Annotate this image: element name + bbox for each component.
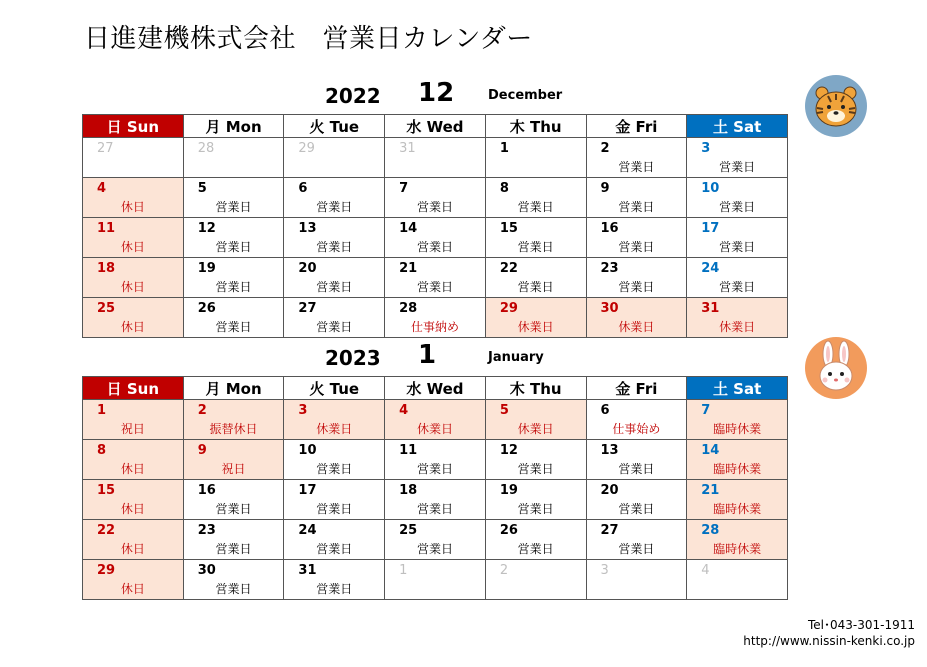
calendar-day-cell [687,480,788,520]
calendar-day-cell [284,520,385,560]
day-number: 15 [97,483,116,498]
calendar-week-row [83,400,788,440]
calendar-day-cell [586,218,687,258]
day-status-label: 休日 [120,320,145,334]
calendar-day-cell [83,440,184,480]
calendar-year: 2023 [325,346,381,370]
calendar-day-cell [385,178,486,218]
day-status-label: 営業日 [416,502,453,516]
calendar-header-january [0,340,927,372]
calendar-day-cell [485,400,586,440]
calendar-day-cell [687,520,788,560]
calendar-day-cell [183,178,284,218]
day-number: 25 [399,523,418,538]
calendar-day-cell [687,298,788,338]
day-status-label: 休日 [120,200,145,214]
day-number: 17 [298,483,317,498]
calendar-week-row [83,298,788,338]
day-number: 14 [701,443,720,458]
calendar-table-january [82,376,788,600]
day-number: 11 [97,221,116,236]
weekday-header: 木 Thu [485,115,586,138]
calendar-month-name: December [488,88,563,103]
weekday-header: 日 Sun [83,115,184,138]
page-title: 日進建機株式会社 営業日カレンダー [84,24,533,54]
day-status-label: 営業日 [416,280,453,294]
day-status-label: 休日 [120,240,145,254]
weekday-header: 火 Tue [284,377,385,400]
day-number: 20 [298,261,317,276]
weekday-header: 金 Fri [586,115,687,138]
day-number: 2 [499,563,509,578]
day-status-label: 営業日 [618,200,655,214]
day-number: 31 [298,563,317,578]
day-number: 27 [97,141,114,156]
calendar-day-cell [687,400,788,440]
day-number: 13 [600,443,619,458]
calendar-day-cell [83,258,184,298]
calendar-day-cell [284,298,385,338]
calendar-day-cell [284,400,385,440]
day-number: 5 [499,403,509,418]
day-status-label: 営業日 [517,280,554,294]
day-status-label: 営業日 [215,320,252,334]
day-number: 27 [298,301,317,316]
day-number: 28 [197,141,215,156]
calendar-week-row [83,440,788,480]
weekday-header: 土 Sat [687,115,788,138]
calendar-day-cell [183,560,284,600]
day-number: 6 [298,181,308,196]
day-status-label: 休業日 [316,422,353,436]
calendar-day-cell [586,520,687,560]
calendar-month-number: 12 [418,78,455,108]
day-status-label: 休業日 [517,320,554,334]
day-number: 19 [197,261,216,276]
day-number: 3 [298,403,308,418]
day-number: 28 [399,301,418,316]
day-status-label: 休日 [120,502,145,516]
weekday-header: 火 Tue [284,115,385,138]
calendar-day-cell [687,440,788,480]
day-number: 4 [97,181,107,196]
day-number: 21 [701,483,720,498]
day-number: 26 [197,301,216,316]
day-status-label: 振替休日 [209,422,258,436]
day-status-label: 営業日 [618,280,655,294]
day-status-label: 祝日 [221,462,246,476]
day-status-label: 営業日 [517,542,554,556]
day-status-label: 営業日 [215,280,252,294]
day-status-label: 仕事納め [410,320,459,334]
calendar-day-cell [385,560,486,600]
calendar-table-december [82,114,788,338]
calendar-day-cell [687,178,788,218]
day-number: 24 [298,523,317,538]
day-number: 3 [600,563,609,578]
calendar-day-cell [183,218,284,258]
calendar-week-row [83,560,788,600]
calendar-day-cell [586,138,687,178]
day-status-label: 臨時休業 [713,422,762,436]
day-status-label: 営業日 [316,502,353,516]
day-status-label: 営業日 [215,502,252,516]
day-number: 23 [197,523,216,538]
day-status-label: 休業日 [618,320,655,334]
day-status-label: 営業日 [719,280,756,294]
day-number: 7 [399,181,409,196]
day-number: 21 [399,261,418,276]
day-status-label: 営業日 [517,200,554,214]
weekday-header: 水 Wed [385,115,486,138]
calendar-week-row [83,480,788,520]
day-number: 4 [399,403,409,418]
day-status-label: 祝日 [120,422,145,436]
day-number: 16 [600,221,619,236]
calendar-day-cell [586,560,687,600]
calendar-day-cell [485,138,586,178]
day-status-label: 休業日 [719,320,756,334]
day-number: 19 [499,483,518,498]
day-number: 28 [701,523,720,538]
day-number: 10 [701,181,720,196]
calendar-day-cell [485,560,586,600]
website-url[interactable]: http://www.nissin-kenki.co.jp [743,634,915,648]
calendar-day-cell [284,440,385,480]
weekday-header: 木 Thu [485,377,586,400]
day-status-label: 仕事始め [612,422,661,436]
rabbit-icon [804,336,868,400]
day-number: 15 [499,221,518,236]
day-status-label: 営業日 [215,240,252,254]
calendar-day-cell [385,440,486,480]
calendar-day-cell [687,560,788,600]
day-number: 22 [499,261,518,276]
calendar-month-number: 1 [418,340,437,370]
calendar-day-cell [284,138,385,178]
day-number: 12 [197,221,216,236]
weekday-header: 金 Fri [586,377,687,400]
day-number: 30 [197,563,216,578]
weekday-header: 土 Sat [687,377,788,400]
calendar-day-cell [83,218,184,258]
day-number: 29 [499,301,518,316]
day-number: 31 [399,141,416,156]
calendar-body [83,400,788,600]
calendar-day-cell [284,218,385,258]
calendar-day-cell [485,440,586,480]
calendar-day-cell [586,440,687,480]
day-status-label: 営業日 [719,160,756,174]
calendar-day-cell [183,440,284,480]
day-status-label: 臨時休業 [713,502,762,516]
day-status-label: 営業日 [618,240,655,254]
day-status-label: 営業日 [618,502,655,516]
calendar-day-cell [485,218,586,258]
day-status-label: 営業日 [517,240,554,254]
day-status-label: 営業日 [719,240,756,254]
day-status-label: 営業日 [416,240,453,254]
calendar-day-cell [83,520,184,560]
day-number: 8 [499,181,509,196]
day-status-label: 休日 [120,462,145,476]
calendar-header-december [0,78,927,110]
day-number: 4 [701,563,710,578]
day-number: 9 [600,181,610,196]
day-number: 10 [298,443,317,458]
calendar-day-cell [687,258,788,298]
calendar-week-row [83,178,788,218]
day-status-label: 営業日 [215,542,252,556]
day-number: 17 [701,221,720,236]
weekday-header: 月 Mon [183,115,284,138]
calendar-day-cell [385,520,486,560]
calendar-day-cell [385,480,486,520]
calendar-day-cell [586,298,687,338]
calendar-day-cell [687,218,788,258]
day-number: 23 [600,261,619,276]
calendar-day-cell [586,258,687,298]
calendar-week-row [83,520,788,560]
day-status-label: 営業日 [618,462,655,476]
calendar-day-cell [183,480,284,520]
day-number: 2 [600,141,610,156]
day-number: 18 [97,261,116,276]
day-status-label: 営業日 [416,200,453,214]
calendar-week-row [83,138,788,178]
weekday-header-row [83,115,788,138]
calendar-day-cell [385,298,486,338]
calendar-day-cell [485,258,586,298]
day-number: 14 [399,221,418,236]
calendar-day-cell [687,138,788,178]
weekday-header: 水 Wed [385,377,486,400]
calendar-day-cell [183,298,284,338]
day-status-label: 臨時休業 [713,462,762,476]
day-number: 1 [97,403,107,418]
day-number: 1 [399,563,408,578]
calendar-day-cell [385,258,486,298]
calendar-day-cell [284,480,385,520]
calendar-day-cell [586,480,687,520]
calendar-day-cell [485,520,586,560]
calendar-day-cell [385,400,486,440]
day-status-label: 営業日 [618,160,655,174]
day-status-label: 営業日 [517,462,554,476]
day-status-label: 営業日 [316,462,353,476]
day-status-label: 営業日 [316,582,353,596]
calendar-week-row [83,258,788,298]
day-number: 29 [97,563,116,578]
day-number: 12 [499,443,518,458]
calendar-body [83,138,788,338]
calendar-day-cell [385,138,486,178]
calendar-day-cell [83,480,184,520]
day-number: 22 [97,523,116,538]
calendar-day-cell [586,400,687,440]
calendar-day-cell [284,178,385,218]
day-status-label: 営業日 [719,200,756,214]
day-number: 7 [701,403,711,418]
day-status-label: 営業日 [416,542,453,556]
calendar-day-cell [183,258,284,298]
calendar-day-cell [586,178,687,218]
calendar-day-cell [83,178,184,218]
day-status-label: 営業日 [316,200,353,214]
day-status-label: 臨時休業 [713,542,762,556]
calendar-day-cell [485,178,586,218]
calendar-day-cell [83,560,184,600]
calendar-day-cell [183,520,284,560]
day-status-label: 営業日 [316,280,353,294]
day-number: 27 [600,523,619,538]
day-number: 24 [701,261,720,276]
day-status-label: 休業日 [416,422,453,436]
calendar-day-cell [83,138,184,178]
day-status-label: 休日 [120,280,145,294]
day-number: 9 [197,443,207,458]
day-number: 2 [197,403,207,418]
day-status-label: 営業日 [416,462,453,476]
day-number: 8 [97,443,107,458]
day-status-label: 休日 [120,542,145,556]
day-number: 18 [399,483,418,498]
day-number: 16 [197,483,216,498]
calendar-day-cell [183,138,284,178]
day-number: 11 [399,443,418,458]
weekday-header-row [83,377,788,400]
day-status-label: 営業日 [316,320,353,334]
day-number: 3 [701,141,711,156]
day-status-label: 営業日 [618,542,655,556]
calendar-year: 2022 [325,84,381,108]
day-status-label: 営業日 [517,502,554,516]
day-number: 29 [298,141,315,156]
day-number: 5 [197,181,207,196]
day-number: 25 [97,301,116,316]
calendar-week-row [83,218,788,258]
calendar-day-cell [284,560,385,600]
day-status-label: 営業日 [316,542,353,556]
day-number: 13 [298,221,317,236]
day-number: 26 [499,523,518,538]
day-number: 6 [600,403,610,418]
tiger-icon [804,74,868,138]
day-status-label: 休業日 [517,422,554,436]
day-number: 20 [600,483,619,498]
calendar-day-cell [83,400,184,440]
weekday-header: 日 Sun [83,377,184,400]
day-status-label: 休日 [120,582,145,596]
calendar-day-cell [385,218,486,258]
calendar-day-cell [183,400,284,440]
day-number: 31 [701,301,720,316]
day-status-label: 営業日 [316,240,353,254]
calendar-day-cell [485,480,586,520]
day-number: 30 [600,301,619,316]
day-number: 1 [499,141,509,156]
contact-phone: Tel･043-301-1911 [807,618,915,632]
calendar-day-cell [485,298,586,338]
calendar-month-name: January [488,350,544,365]
calendar-day-cell [83,298,184,338]
calendar-day-cell [284,258,385,298]
day-status-label: 営業日 [215,200,252,214]
day-status-label: 営業日 [215,582,252,596]
weekday-header: 月 Mon [183,377,284,400]
